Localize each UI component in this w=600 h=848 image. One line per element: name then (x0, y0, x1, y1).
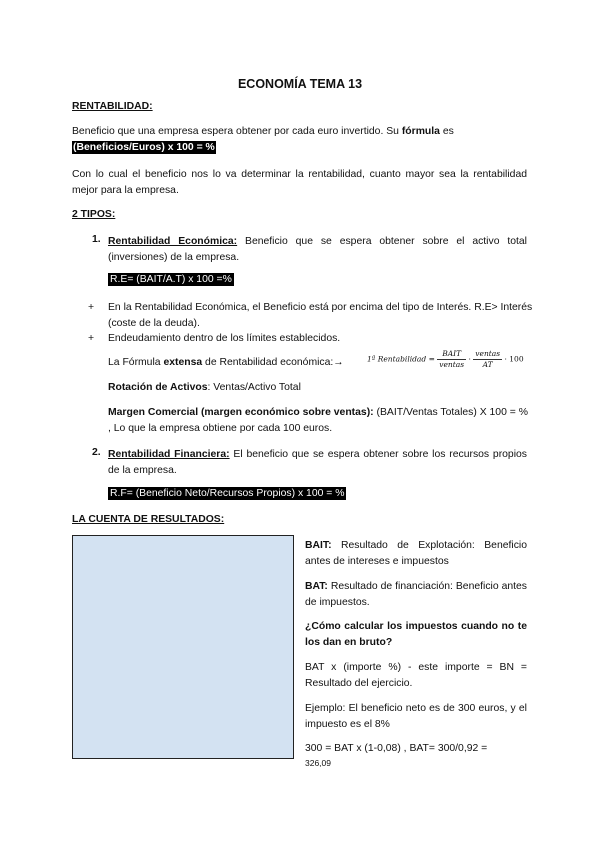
fraction-bait-ventas (437, 349, 466, 370)
frac2-den: AT (482, 360, 493, 369)
financiera-formula-box (108, 488, 346, 499)
impuestos-question: ¿Cómo calcular los impuestos cuando no te los dan en bruto? (305, 621, 527, 648)
extensa-prefix: La Fórmula (108, 357, 161, 368)
section-heading-rentabilidad: RENTABILIDAD: (72, 101, 153, 112)
frac1-num: BAIT (437, 349, 466, 360)
bait-text: Resultado de Explotación: Beneficio antes de intereses e impuestos (305, 540, 527, 567)
financiera-description (108, 447, 527, 478)
economica-bullet-2: Endeudamiento dentro de los límites establecidos. (108, 333, 341, 344)
list-number-1: 1. (92, 234, 101, 245)
rentabilidad-intro (72, 124, 527, 155)
impuestos-example: Ejemplo: El beneficio neto es de 300 euros, y el impuesto es el 8% (305, 703, 527, 730)
formula-extensa-image: 1ª Rentabilidad = $\frac{\text{BAIT}}{\text{ventas}}$ · $\frac{\text{ventas}}{AT}$ · 100 (367, 349, 524, 369)
margen-text: (BAIT/Ventas Totales) X 100 = % , Lo que la empresa obtiene por cada 100 euros. (108, 407, 528, 434)
extensa-suffix: de Rentabilidad económica:→ (205, 357, 344, 368)
section-heading-tipos: 2 TIPOS: (72, 209, 116, 220)
intro-end: es (442, 126, 454, 137)
economica-bullet-1: En la Rentabilidad Económica, el Beneficio está por encima del tipo de Interés. R.E> Interés (coste de la deuda). (108, 302, 533, 329)
rotacion-text: : Ventas/Activo Total (207, 382, 301, 393)
fraction-ventas-at (473, 349, 502, 370)
rotacion-activos (108, 380, 301, 396)
financiera-formula: R.F= (Beneficio Neto/Recursos Propios) x 100 = % (110, 488, 345, 499)
economica-formula-box (108, 274, 234, 285)
bat-label: BAT: (305, 581, 328, 592)
bat-definition (305, 579, 527, 610)
rotacion-bold: Rotación de Activos (108, 382, 208, 393)
list-number-2: 2. (92, 447, 101, 458)
bait-label: BAIT: (305, 540, 332, 551)
frac1-den: ventas (439, 360, 465, 369)
page-title: ECONOMÍA TEMA 13 (237, 77, 363, 91)
impuestos-calc: BAT x (importe %) - este importe = BN = Resultado del ejercicio. (305, 662, 527, 689)
formula-extensa-label (108, 355, 344, 371)
economica-formula: R.E= (BAIT/A.T) x 100 =% (110, 274, 232, 285)
economica-description (108, 234, 527, 265)
frac2-num: ventas (475, 349, 501, 358)
economica-title: Rentabilidad Económica: (108, 236, 238, 247)
margen-comercial (108, 405, 528, 436)
formula-highlight: (Beneficios/Euros) x 100 = % (73, 141, 215, 153)
bullet-marker-2: + (88, 333, 95, 344)
section-heading-cuenta: LA CUENTA DE RESULTADOS: (72, 514, 225, 525)
bat-text: Resultado de financiación: Beneficio antes de impuestos. (305, 581, 527, 608)
financiera-title: Rentabilidad Financiera: (108, 449, 230, 460)
bullet-marker-1: + (88, 302, 95, 313)
result-value: 326,09 (305, 758, 331, 768)
formula-lead: 1ª Rentabilidad = (367, 354, 435, 364)
formula-tail: 100 (509, 354, 524, 364)
bait-definition (305, 538, 527, 569)
economica-text: Beneficio que se espera obtener sobre el activo total (inversiones) de la empresa. (108, 236, 527, 263)
intro-text: Beneficio que una empresa espera obtener por cada euro invertido. Su (72, 126, 399, 137)
rentabilidad-paragraph: Con lo cual el beneficio nos lo va determinar la rentabilidad, cuanto mayor sea la rentabilidad mejor para la empresa. (72, 169, 527, 196)
intro-bold: fórmula (401, 126, 440, 137)
result-line: 300 = BAT x (1-0,08) , BAT= 300/0,92 = (305, 743, 488, 754)
cuenta-resultados-image (72, 535, 294, 759)
extensa-bold: extensa (163, 357, 203, 368)
margen-bold: Margen Comercial (margen económico sobre ventas): (108, 407, 374, 418)
financiera-text: El beneficio que se espera obtener sobre los recursos propios de la empresa. (108, 449, 527, 476)
